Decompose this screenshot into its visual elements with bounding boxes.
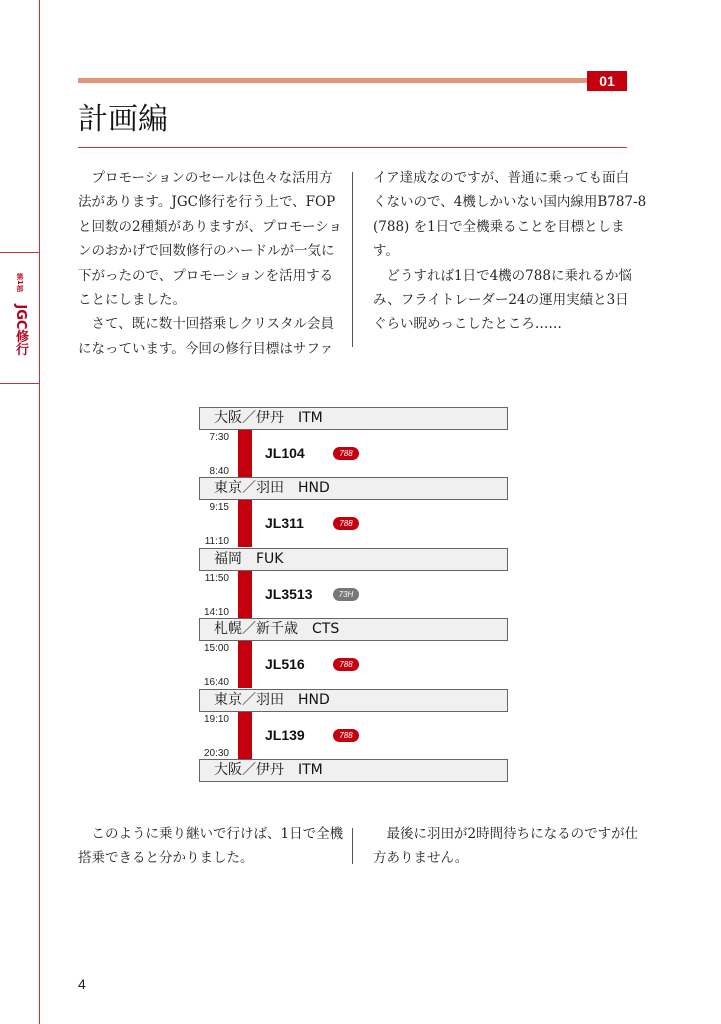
flight-number: JL311 <box>265 515 304 532</box>
side-tab-part: 第1部 <box>16 273 24 292</box>
station-row: 東京／羽田 HND <box>199 689 508 712</box>
aircraft-badge: 788 <box>333 517 359 530</box>
flight-bar <box>238 500 252 547</box>
text-line: 法があります。JGC修行を行う上で、FOP <box>78 194 336 211</box>
text-line: 搭乗できると分かりました。 <box>78 850 254 867</box>
flight-bar <box>238 430 252 477</box>
arrival-time: 20:30 <box>203 747 229 759</box>
station-row: 大阪／伊丹 ITM <box>199 759 508 782</box>
text-line: どうすれば1日で4機の788に乗れるか悩 <box>373 267 632 284</box>
page-number: 4 <box>78 976 86 992</box>
text-line: み、フライトレーダー24の運用実績と3日 <box>373 292 629 309</box>
top-left-column <box>78 166 342 361</box>
flight-number: JL104 <box>265 445 305 461</box>
text-line: になっています。今回の修行目標はサファ <box>78 340 334 357</box>
station-row: 大阪／伊丹 ITM <box>199 407 508 430</box>
flight-bar <box>238 641 252 688</box>
flight-segment <box>199 571 508 618</box>
text-line: くないので、4機しかいない国内線用B787-8 <box>373 194 647 211</box>
text-line: 最後に羽田が2時間待ちになるのですが仕 <box>373 826 639 842</box>
flight-segment <box>199 430 508 477</box>
text-line: ンのおかげで回数修行のハードルが一気に <box>78 243 335 260</box>
departure-time: 19:10 <box>203 713 229 725</box>
text-line: ぐらい睨めっこしたところ…… <box>373 316 562 333</box>
flight-segment <box>199 641 508 688</box>
arrival-time: 8:40 <box>209 466 229 477</box>
margin-rule <box>39 0 40 1024</box>
side-tab-title: JGC修行 <box>13 304 28 356</box>
departure-time: 11:50 <box>204 572 229 584</box>
chapter-bar <box>78 78 587 83</box>
aircraft-badge: 788 <box>333 447 359 460</box>
text-line: 方ありません。 <box>373 850 469 867</box>
flight-number: JL139 <box>265 726 305 743</box>
arrival-time: 16:40 <box>203 677 229 689</box>
station-row: 福岡 FUK <box>199 548 508 571</box>
aircraft-badge: 788 <box>333 729 359 742</box>
text-line: と回数の2種類がありますが、プロモーショ <box>78 218 343 235</box>
flight-bar <box>238 712 252 759</box>
chapter-number: 01 <box>587 71 627 91</box>
flight-number: JL3513 <box>265 585 313 602</box>
flight-segment <box>199 500 508 547</box>
text-line: す。 <box>373 243 399 260</box>
bottom-right-column <box>373 822 638 871</box>
top-right-column <box>373 166 646 337</box>
column-divider <box>352 828 353 864</box>
text-line: このように乗り継いで行けば、1日で全機 <box>78 826 344 842</box>
flight-number: JL516 <box>265 656 305 673</box>
text-line: プロモーションのセールは色々な活用方 <box>78 170 333 186</box>
flight-segment <box>199 712 508 759</box>
station-row: 札幌／新千歳 CTS <box>199 618 508 641</box>
text-line: (788) を1日で全機乗ることを目標としま <box>373 218 625 235</box>
text-line: ことにしました。 <box>78 292 186 309</box>
title-underline <box>78 147 627 148</box>
text-line: 下がったので、プロモーションを活用する <box>78 267 334 284</box>
flight-bar <box>238 571 252 618</box>
aircraft-badge: 788 <box>333 658 359 671</box>
aircraft-badge: 73H <box>333 588 359 601</box>
arrival-time: 14:10 <box>203 606 229 618</box>
arrival-time: 11:10 <box>204 536 229 548</box>
text-line: さて、既に数十回搭乗しクリスタル会員 <box>78 316 334 333</box>
departure-time: 9:15 <box>209 502 229 514</box>
text-line: イア達成なのですが、普通に乗っても面白 <box>373 170 630 186</box>
page-title: 計画編 <box>78 102 168 137</box>
side-tab <box>0 252 39 384</box>
departure-time: 15:00 <box>203 643 229 655</box>
column-divider <box>352 172 353 347</box>
departure-time: 7:30 <box>209 432 229 443</box>
station-row: 東京／羽田 HND <box>199 477 508 500</box>
bottom-left-column <box>78 822 343 871</box>
